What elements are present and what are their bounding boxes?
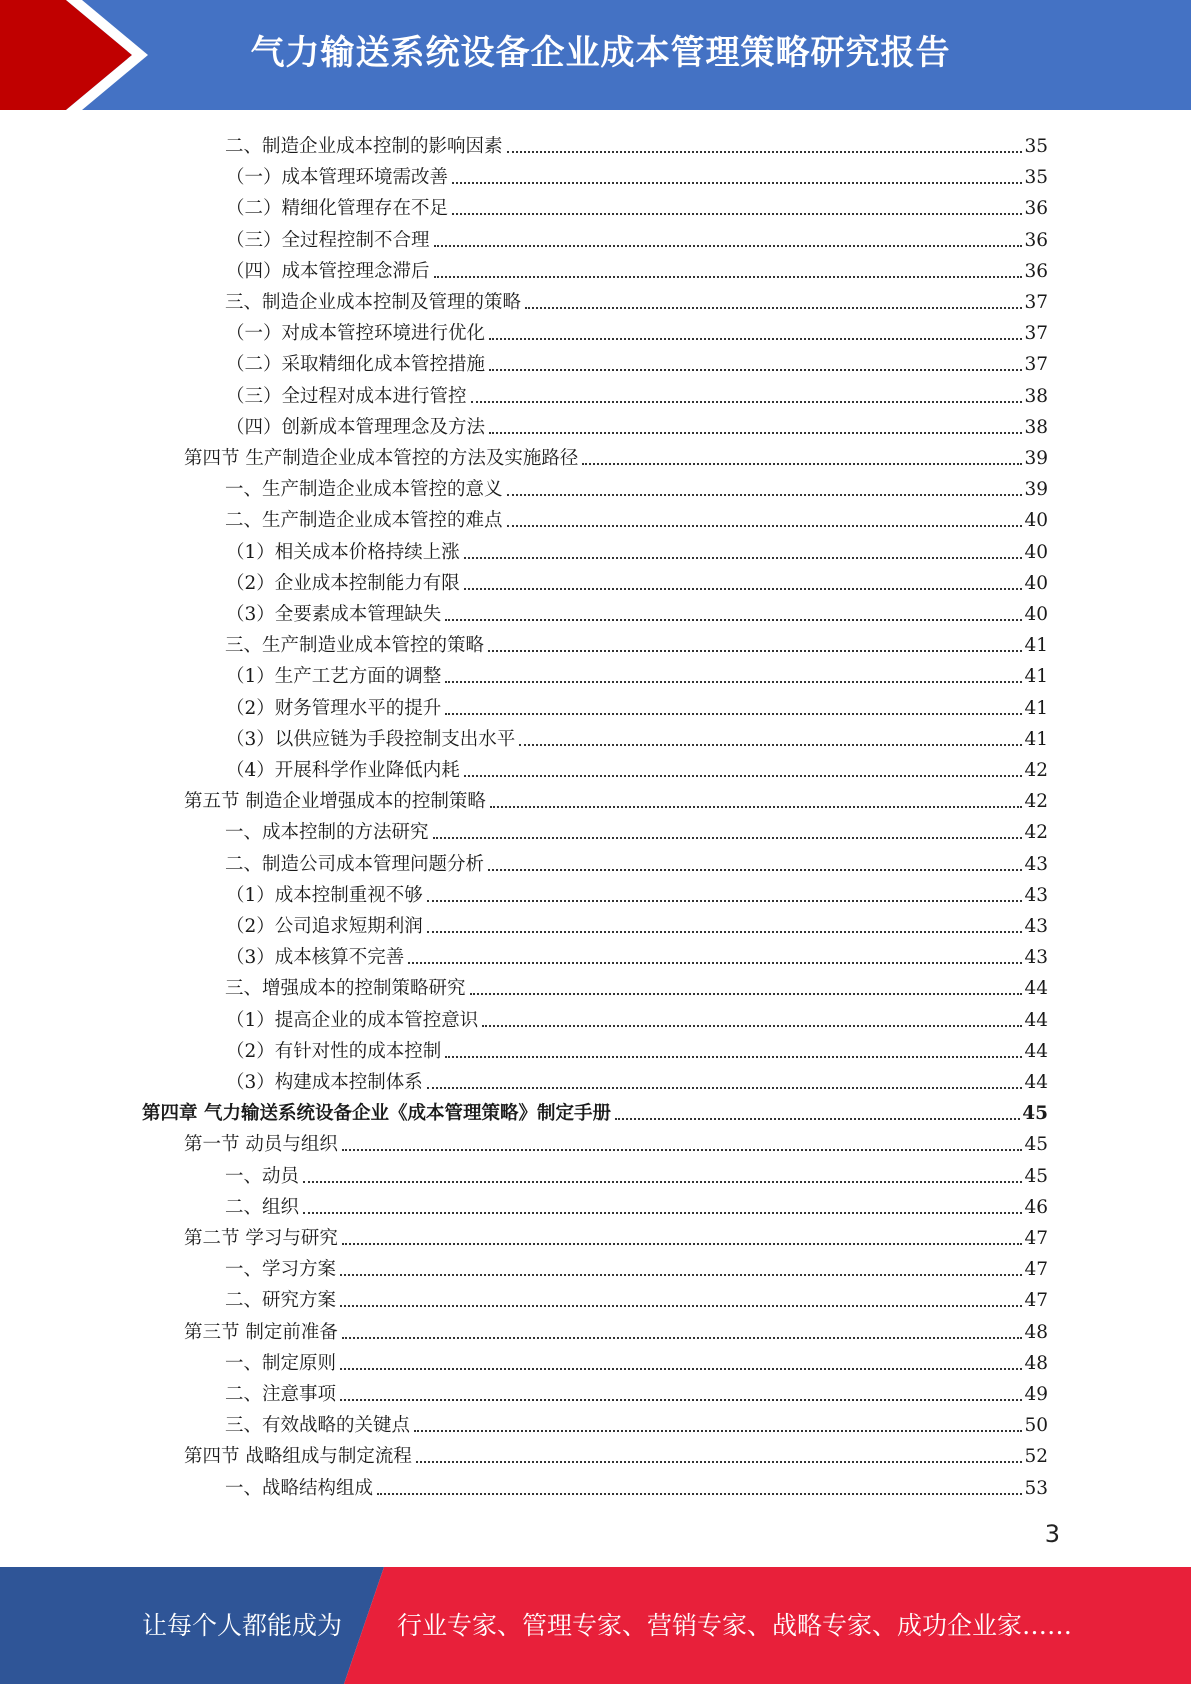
toc-dot-leader — [452, 182, 1022, 184]
toc-entry[interactable] — [226, 690, 1048, 721]
toc-dot-leader — [490, 806, 1023, 808]
toc-entry[interactable] — [226, 346, 1048, 377]
toc-entry-page: 41 — [1024, 697, 1048, 719]
toc-dot-leader — [470, 993, 1023, 995]
toc-entry-page: 42 — [1024, 791, 1048, 813]
toc-entry-title: （4）开展科学作业降低内耗 — [226, 760, 460, 781]
toc-entry[interactable] — [226, 409, 1048, 440]
toc-entry[interactable] — [226, 534, 1048, 565]
toc-entry-title: （二）采取精细化成本管控措施 — [226, 354, 486, 376]
toc-entry-title: 第二节 学习与研究 — [184, 1228, 338, 1249]
toc-dot-leader — [464, 775, 1023, 777]
toc-entry-page: 36 — [1024, 198, 1048, 220]
toc-entry-page: 42 — [1024, 822, 1048, 844]
toc-entry[interactable] — [226, 190, 1048, 221]
toc-dot-leader — [452, 213, 1022, 215]
toc-dot-leader — [414, 1430, 1022, 1432]
toc-entry-page: 41 — [1024, 635, 1048, 657]
toc-entry-title: 一、生产制造企业成本管控的意义 — [225, 479, 503, 501]
toc-entry[interactable] — [225, 1282, 1048, 1313]
toc-entry-page: 44 — [1024, 1009, 1048, 1031]
toc-entry-title: 一、制定原则 — [225, 1352, 337, 1374]
toc-dot-leader — [427, 900, 1023, 902]
toc-dot-leader — [445, 681, 1022, 683]
toc-entry[interactable] — [226, 658, 1048, 689]
toc-entry[interactable] — [226, 721, 1048, 752]
page-footer — [0, 1567, 1191, 1684]
toc-entry[interactable] — [225, 1345, 1048, 1376]
toc-entry-title: （3）构建成本控制体系 — [226, 1072, 423, 1093]
toc-dot-leader — [464, 588, 1023, 590]
toc-entry[interactable] — [184, 1314, 1048, 1345]
toc-entry[interactable] — [226, 222, 1048, 253]
page-header — [0, 0, 1191, 110]
toc-dot-leader — [489, 432, 1022, 434]
toc-entry[interactable] — [225, 627, 1048, 658]
toc-dot-leader — [340, 1305, 1022, 1307]
toc-dot-leader — [342, 1243, 1023, 1245]
toc-entry-title: （二）精细化管理存在不足 — [226, 198, 449, 220]
toc-entry-page: 50 — [1024, 1415, 1048, 1437]
toc-entry-page: 44 — [1024, 978, 1048, 1000]
toc-dot-leader — [433, 837, 1023, 839]
toc-entry[interactable] — [184, 1438, 1048, 1469]
toc-entry[interactable] — [225, 1407, 1048, 1438]
toc-dot-leader — [464, 557, 1023, 559]
footer-slogan-left: 让每个人都能成为 — [142, 1611, 343, 1640]
toc-entry-page: 40 — [1024, 572, 1048, 594]
toc-dot-leader — [408, 962, 1022, 964]
toc-entry[interactable] — [184, 1126, 1048, 1157]
toc-entry[interactable] — [226, 565, 1048, 596]
toc-dot-leader — [489, 338, 1022, 340]
toc-entry-page: 37 — [1024, 292, 1048, 313]
toc-entry[interactable] — [226, 908, 1048, 939]
toc-entry-page: 52 — [1024, 1446, 1048, 1468]
toc-entry-title: 二、组织 — [225, 1196, 300, 1218]
toc-entry-page: 37 — [1024, 323, 1048, 345]
toc-entry-page: 41 — [1024, 728, 1048, 750]
toc-entry[interactable] — [225, 502, 1048, 533]
toc-entry-title: （1）成本控制重视不够 — [226, 884, 423, 906]
toc-entry-page: 49 — [1024, 1384, 1048, 1405]
toc-entry-title: （3）以供应链为手段控制支出水平 — [226, 728, 516, 750]
toc-entry-title: 第四节 战略组成与制定流程 — [184, 1446, 412, 1468]
toc-dot-leader — [507, 525, 1023, 527]
toc-entry-page: 35 — [1024, 167, 1048, 189]
toc-entry[interactable] — [225, 970, 1048, 1001]
toc-entry[interactable] — [226, 1064, 1048, 1095]
toc-dot-leader — [434, 245, 1023, 247]
toc-entry-page: 39 — [1024, 448, 1048, 469]
toc-entry-title: 第三节 制定前准备 — [184, 1321, 338, 1343]
toc-entry-page: 43 — [1024, 884, 1048, 906]
toc-entry-page: 43 — [1024, 947, 1048, 969]
toc-entry[interactable] — [226, 877, 1048, 908]
toc-entry[interactable] — [226, 159, 1048, 190]
toc-dot-leader — [507, 494, 1023, 496]
toc-entry-title: 第四节 生产制造企业成本管控的方法及实施路径 — [184, 448, 579, 469]
toc-dot-leader — [340, 1274, 1022, 1276]
toc-entry-page: 40 — [1024, 541, 1048, 563]
toc-entry-title: （1）提高企业的成本管控意识 — [226, 1009, 479, 1031]
toc-entry[interactable] — [225, 128, 1048, 159]
toc-entry-title: 一、学习方案 — [225, 1259, 337, 1281]
toc-dot-leader — [427, 1087, 1023, 1089]
toc-entry[interactable] — [225, 1470, 1048, 1501]
toc-entry[interactable] — [226, 378, 1048, 409]
toc-entry-page: 53 — [1024, 1477, 1048, 1499]
toc-entry[interactable] — [226, 596, 1048, 627]
toc-entry-title: 二、研究方案 — [225, 1290, 337, 1312]
toc-dot-leader — [445, 713, 1022, 715]
toc-dot-leader — [445, 619, 1022, 621]
toc-entry-title: （一）对成本管控环境进行优化 — [226, 323, 486, 345]
toc-entry-page: 41 — [1024, 666, 1048, 688]
toc-dot-leader — [303, 1212, 1022, 1214]
toc-dot-leader — [342, 1149, 1023, 1151]
toc-dot-leader — [340, 1368, 1022, 1370]
toc-dot-leader — [377, 1493, 1022, 1495]
toc-entry-title: 一、动员 — [225, 1165, 300, 1187]
toc-entry[interactable] — [142, 1095, 1048, 1126]
toc-entry-title: 二、制造企业成本控制的影响因素 — [225, 136, 503, 157]
report-title: 气力输送系统设备企业成本管理策略研究报告 — [250, 33, 951, 73]
toc-dot-leader — [519, 744, 1022, 746]
toc-entry-title: 三、生产制造业成本管控的策略 — [225, 635, 485, 657]
toc-entry-title: （一）成本管理环境需改善 — [226, 167, 449, 189]
toc-entry-title: 第四章 气力输送系统设备企业《成本管理策略》制定手册 — [142, 1103, 611, 1125]
toc-entry-page: 38 — [1024, 385, 1048, 407]
toc-entry[interactable] — [226, 939, 1048, 970]
toc-entry-page: 47 — [1024, 1259, 1048, 1281]
toc-entry[interactable] — [225, 814, 1048, 845]
toc-entry-title: 一、战略结构组成 — [225, 1477, 374, 1499]
toc-entry[interactable] — [226, 1002, 1048, 1033]
toc-entry-title: 二、制造公司成本管理问题分析 — [225, 853, 485, 875]
toc-entry[interactable] — [226, 253, 1048, 284]
toc-entry-title: （2）公司追求短期利润 — [226, 916, 423, 937]
footer-slogan-right: 行业专家、管理专家、营销专家、战略专家、成功企业家…… — [397, 1611, 1073, 1640]
toc-entry-title: 二、注意事项 — [225, 1384, 337, 1405]
toc-entry-title: 三、有效战略的关键点 — [225, 1415, 411, 1437]
toc-dot-leader — [445, 1056, 1022, 1058]
toc-entry-title: （3）全要素成本管理缺失 — [226, 604, 442, 625]
toc-entry-page: 48 — [1024, 1321, 1048, 1343]
toc-entry-title: 二、生产制造企业成本管控的难点 — [225, 510, 503, 532]
toc-entry-title: （3）成本核算不完善 — [226, 947, 405, 969]
toc-dot-leader — [471, 401, 1023, 403]
toc-entry-title: 三、增强成本的控制策略研究 — [225, 978, 466, 1000]
toc-entry-page: 46 — [1024, 1196, 1048, 1218]
toc-entry-page: 40 — [1024, 604, 1048, 625]
toc-entry-title: （1）相关成本价格持续上涨 — [226, 541, 460, 563]
toc-entry[interactable] — [225, 1158, 1048, 1189]
toc-entry[interactable] — [184, 1220, 1048, 1251]
toc-dot-leader — [303, 1181, 1022, 1183]
toc-entry[interactable] — [225, 284, 1048, 315]
toc-entry[interactable] — [184, 783, 1048, 814]
toc-entry[interactable] — [184, 440, 1048, 471]
toc-entry-title: 三、制造企业成本控制及管理的策略 — [225, 292, 522, 313]
toc-entry-title: （2）有针对性的成本控制 — [226, 1040, 442, 1062]
toc-entry-page: 37 — [1024, 354, 1048, 376]
toc-entry-page: 36 — [1024, 260, 1048, 282]
toc-dot-leader — [488, 650, 1022, 652]
toc-entry-page: 35 — [1024, 136, 1048, 157]
toc-entry-page: 36 — [1024, 229, 1048, 251]
toc-entry-title: （2）财务管理水平的提升 — [226, 697, 442, 719]
toc-entry[interactable] — [226, 315, 1048, 346]
toc-entry-page: 45 — [1024, 1134, 1048, 1156]
toc-entry[interactable] — [226, 752, 1048, 783]
toc-entry-page: 43 — [1024, 916, 1048, 937]
toc-entry-title: 第一节 动员与组织 — [184, 1134, 338, 1156]
toc-dot-leader — [427, 931, 1023, 933]
toc-entry[interactable] — [226, 1033, 1048, 1064]
toc-entry[interactable] — [225, 1376, 1048, 1407]
toc-entry-title: （1）生产工艺方面的调整 — [226, 666, 442, 688]
toc-dot-leader — [507, 151, 1023, 153]
toc-entry-title: 一、成本控制的方法研究 — [225, 822, 429, 844]
toc-entry-page: 42 — [1024, 760, 1048, 781]
toc-entry-page: 48 — [1024, 1352, 1048, 1374]
toc-entry-page: 39 — [1024, 479, 1048, 501]
toc-dot-leader — [525, 307, 1022, 309]
toc-entry[interactable] — [225, 1251, 1048, 1282]
toc-dot-leader — [488, 869, 1022, 871]
toc-entry-page: 40 — [1024, 510, 1048, 532]
toc-dot-leader — [416, 1461, 1023, 1463]
toc-entry-page: 43 — [1024, 853, 1048, 875]
toc-entry[interactable] — [225, 1189, 1048, 1220]
page-number: 3 — [1044, 1520, 1060, 1548]
toc-entry-page: 45 — [1022, 1103, 1048, 1125]
toc-entry[interactable] — [225, 471, 1048, 502]
toc-dot-leader — [582, 463, 1022, 465]
toc-entry-title: （三）全过程控制不合理 — [226, 229, 430, 251]
toc-dot-leader — [342, 1337, 1023, 1339]
toc-dot-leader — [489, 369, 1022, 371]
toc-entry-title: 第五节 制造企业增强成本的控制策略 — [184, 791, 486, 813]
toc-entry-title: （四）创新成本管理理念及方法 — [226, 416, 486, 438]
toc-entry-page: 44 — [1024, 1072, 1048, 1093]
toc-entry-page: 45 — [1024, 1165, 1048, 1187]
toc-entry-page: 47 — [1024, 1228, 1048, 1249]
toc-dot-leader — [434, 276, 1023, 278]
toc-entry-title: （三）全过程对成本进行管控 — [226, 385, 467, 407]
toc-entry-title: （2）企业成本控制能力有限 — [226, 572, 460, 594]
toc-dot-leader — [482, 1025, 1022, 1027]
toc-entry-page: 38 — [1024, 416, 1048, 438]
toc-entry-page: 47 — [1024, 1290, 1048, 1312]
toc-entry[interactable] — [225, 846, 1048, 877]
toc-entry-title: （四）成本管控理念滞后 — [226, 260, 430, 282]
toc-entry-page: 44 — [1024, 1040, 1048, 1062]
toc-dot-leader — [615, 1118, 1020, 1120]
toc-dot-leader — [340, 1399, 1022, 1401]
